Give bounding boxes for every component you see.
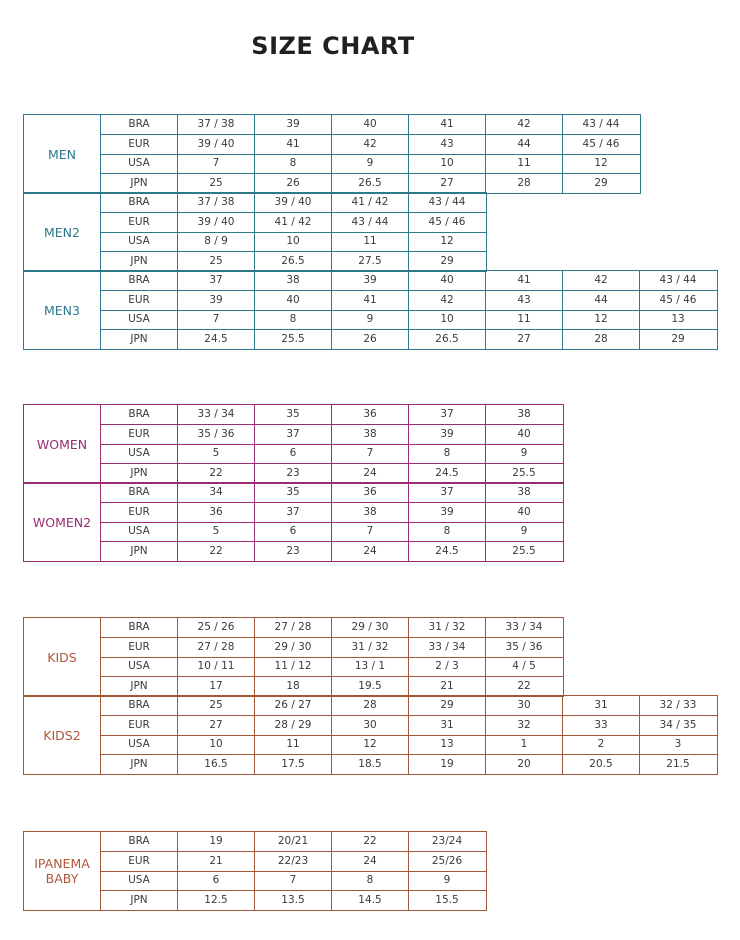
size-cell: 9	[520, 525, 528, 537]
size-cell: 43 / 44	[428, 196, 466, 208]
size-cell: 22	[209, 466, 223, 479]
size-cell: 10	[440, 313, 454, 325]
size-cell: 8 / 9	[204, 235, 228, 247]
size-cell: 36	[363, 486, 377, 498]
size-cell: 43 / 44	[351, 215, 389, 228]
size-cell: 17	[209, 679, 223, 692]
row-label: BRA	[128, 274, 150, 286]
size-cell: 31 / 32	[428, 621, 466, 633]
size-cell: 27.5	[358, 254, 382, 267]
size-cell: 12	[594, 313, 608, 325]
size-cell: 39	[440, 427, 454, 440]
size-cell: 22/23	[277, 854, 309, 867]
size-cell: 41 / 42	[351, 196, 389, 208]
size-cell: 42	[594, 274, 608, 286]
size-cell: 29	[440, 699, 454, 711]
size-cell: 28 / 29	[274, 718, 312, 731]
row-label: BRA	[128, 621, 150, 633]
size-cell: 22	[517, 679, 531, 692]
size-cell: 15.5	[435, 893, 459, 906]
size-cell: 11	[517, 157, 531, 169]
size-cell: 37 / 38	[197, 118, 235, 130]
size-cell: 8	[443, 447, 451, 459]
size-cell: 28	[363, 699, 377, 711]
size-cell: 35 / 36	[197, 427, 235, 440]
row-label: JPN	[130, 466, 148, 479]
size-cell: 29	[440, 254, 454, 267]
row-label: USA	[128, 525, 150, 537]
size-cell: 6	[212, 874, 220, 886]
size-cell: 42	[517, 118, 531, 130]
size-cell: 12.5	[204, 893, 228, 906]
row-label: JPN	[130, 332, 148, 345]
size-cell: 20	[517, 757, 531, 770]
size-cell: 25.5	[512, 544, 536, 557]
size-cell: 39	[209, 293, 223, 306]
row-label: USA	[128, 447, 150, 459]
size-cell: 22	[363, 835, 377, 847]
size-cell: 45 / 46	[582, 137, 620, 150]
size-cell: 37	[209, 274, 223, 286]
row-label: BRA	[128, 408, 150, 420]
size-cell: 6	[289, 525, 297, 537]
size-cell: 33 / 34	[428, 640, 466, 653]
size-cell: 32	[517, 718, 531, 731]
row-label: BRA	[128, 699, 150, 711]
size-cell: 38	[363, 427, 377, 440]
size-cell: 33 / 34	[505, 621, 543, 633]
size-cell: 24.5	[204, 332, 228, 345]
size-cell: 12	[440, 235, 454, 247]
size-cell: 7	[212, 313, 220, 325]
size-cell: 5	[212, 447, 220, 459]
size-cell: 4 / 5	[512, 660, 536, 672]
size-cell: 11	[363, 235, 377, 247]
size-cell: 17.5	[281, 757, 305, 770]
size-cell: 25.5	[281, 332, 305, 345]
size-cell: 24	[363, 854, 377, 867]
size-cell: 37	[286, 505, 300, 518]
row-label: EUR	[128, 718, 150, 731]
row-label: EUR	[128, 505, 150, 518]
size-cell: 11 / 12	[274, 660, 312, 672]
group-label: WOMEN	[36, 436, 88, 452]
size-cell: 21.5	[666, 757, 690, 770]
size-cell: 9	[366, 157, 374, 169]
size-cell: 27 / 28	[197, 640, 235, 653]
size-cell: 44	[594, 293, 608, 306]
size-cell: 39 / 40	[197, 137, 235, 150]
size-table-men3	[23, 270, 718, 350]
size-cell: 42	[363, 137, 377, 150]
size-cell: 39	[286, 118, 300, 130]
size-table-kids	[23, 617, 564, 697]
row-label: USA	[128, 313, 150, 325]
row-label: EUR	[128, 137, 150, 150]
size-cell: 43	[517, 293, 531, 306]
size-cell: 39 / 40	[274, 196, 312, 208]
size-cell: 10	[440, 157, 454, 169]
size-cell: 12	[363, 738, 377, 750]
size-cell: 38	[363, 505, 377, 518]
row-label: EUR	[128, 640, 150, 653]
size-cell: 27	[440, 176, 454, 189]
size-cell: 25/26	[431, 854, 463, 867]
size-cell: 11	[286, 738, 300, 750]
size-cell: 29 / 30	[274, 640, 312, 653]
size-cell: 40	[440, 274, 454, 286]
size-cell: 39 / 40	[197, 215, 235, 228]
size-cell: 36	[363, 408, 377, 420]
size-cell: 11	[517, 313, 531, 325]
size-cell: 2	[597, 738, 605, 750]
size-cell: 9	[443, 874, 451, 886]
size-cell: 28	[517, 176, 531, 189]
row-label: USA	[128, 874, 150, 886]
size-cell: 7	[366, 447, 374, 459]
size-cell: 7	[289, 874, 297, 886]
size-table-women2	[23, 482, 564, 562]
size-cell: 44	[517, 137, 531, 150]
size-cell: 26	[363, 332, 377, 345]
size-cell: 24	[363, 544, 377, 557]
size-cell: 37	[286, 427, 300, 440]
size-cell: 29	[671, 332, 685, 345]
size-cell: 25	[209, 176, 223, 189]
size-cell: 40	[517, 427, 531, 440]
size-cell: 25	[209, 699, 223, 711]
size-cell: 14.5	[358, 893, 382, 906]
size-cell: 35	[286, 486, 300, 498]
group-label: MEN	[47, 146, 77, 162]
page-title: SIZE CHART	[251, 32, 415, 60]
row-label: JPN	[130, 176, 148, 189]
size-cell: 24.5	[435, 544, 459, 557]
size-cell: 24	[363, 466, 377, 479]
size-cell: 23	[286, 466, 300, 479]
size-cell: 37	[440, 486, 454, 498]
size-cell: 8	[443, 525, 451, 537]
size-cell: 31	[594, 699, 608, 711]
size-cell: 41	[363, 293, 377, 306]
size-table-women	[23, 404, 564, 484]
size-cell: 20.5	[589, 757, 613, 770]
size-cell: 25 / 26	[197, 621, 235, 633]
row-label: BRA	[128, 196, 150, 208]
size-cell: 7	[366, 525, 374, 537]
row-label: USA	[128, 660, 150, 672]
size-cell: 23	[286, 544, 300, 557]
size-cell: 41 / 42	[274, 215, 312, 228]
size-cell: 41	[440, 118, 454, 130]
row-label: USA	[128, 738, 150, 750]
size-cell: 12	[594, 157, 608, 169]
size-cell: 27	[209, 718, 223, 731]
size-table-ipanema-baby	[23, 831, 487, 911]
size-cell: 18.5	[358, 757, 382, 770]
size-cell: 24.5	[435, 466, 459, 479]
size-cell: 25	[209, 254, 223, 267]
size-table-men2	[23, 192, 487, 272]
size-cell: 37	[440, 408, 454, 420]
size-cell: 13	[440, 738, 454, 750]
size-cell: 33	[594, 718, 608, 731]
row-label: BRA	[128, 486, 150, 498]
size-cell: 27	[517, 332, 531, 345]
size-cell: 7	[212, 157, 220, 169]
size-cell: 30	[517, 699, 531, 711]
row-label: USA	[128, 157, 150, 169]
size-cell: 35	[286, 408, 300, 420]
size-cell: 26.5	[358, 176, 382, 189]
size-cell: 45 / 46	[659, 293, 697, 306]
size-cell: 29 / 30	[351, 621, 389, 633]
size-cell: 8	[366, 874, 374, 886]
group-label: IPANEMA BABY	[34, 856, 90, 886]
size-cell: 40	[363, 118, 377, 130]
size-cell: 23/24	[431, 835, 463, 847]
row-label: JPN	[130, 893, 148, 906]
size-cell: 13	[671, 313, 685, 325]
size-table-men	[23, 114, 641, 194]
size-cell: 6	[289, 447, 297, 459]
size-cell: 39	[363, 274, 377, 286]
size-cell: 21	[440, 679, 454, 692]
size-cell: 26	[286, 176, 300, 189]
size-cell: 37 / 38	[197, 196, 235, 208]
size-cell: 38	[517, 408, 531, 420]
row-label: JPN	[130, 254, 148, 267]
size-cell: 39	[440, 505, 454, 518]
row-label: BRA	[128, 118, 150, 130]
size-cell: 1	[520, 738, 528, 750]
size-cell: 40	[517, 505, 531, 518]
size-cell: 19	[209, 835, 223, 847]
size-cell: 38	[286, 274, 300, 286]
row-label: JPN	[130, 544, 148, 557]
row-label: EUR	[128, 854, 150, 867]
size-cell: 2 / 3	[435, 660, 459, 672]
size-cell: 16.5	[204, 757, 228, 770]
size-cell: 45 / 46	[428, 215, 466, 228]
group-label: WOMEN2	[32, 514, 92, 530]
size-table-kids2	[23, 695, 718, 775]
row-label: EUR	[128, 293, 150, 306]
size-cell: 19.5	[358, 679, 382, 692]
size-cell: 35 / 36	[505, 640, 543, 653]
size-cell: 32 / 33	[659, 699, 697, 711]
size-cell: 43 / 44	[659, 274, 697, 286]
group-label: KIDS2	[43, 727, 81, 743]
size-cell: 29	[594, 176, 608, 189]
size-cell: 10	[286, 235, 300, 247]
size-cell: 31 / 32	[351, 640, 389, 653]
row-label: BRA	[128, 835, 150, 847]
size-cell: 27 / 28	[274, 621, 312, 633]
group-label: MEN3	[44, 302, 80, 318]
size-cell: 3	[674, 738, 682, 750]
row-label: EUR	[128, 215, 150, 228]
size-cell: 9	[520, 447, 528, 459]
row-label: EUR	[128, 427, 150, 440]
size-cell: 31	[440, 718, 454, 731]
group-label: KIDS	[47, 649, 77, 665]
size-cell: 5	[212, 525, 220, 537]
size-cell: 8	[289, 157, 297, 169]
size-cell: 40	[286, 293, 300, 306]
size-cell: 19	[440, 757, 454, 770]
size-cell: 34	[209, 486, 223, 498]
size-cell: 41	[517, 274, 531, 286]
size-cell: 38	[517, 486, 531, 498]
row-label: JPN	[130, 757, 148, 770]
row-label: USA	[128, 235, 150, 247]
row-label: JPN	[130, 679, 148, 692]
group-label: MEN2	[44, 224, 80, 240]
size-cell: 26 / 27	[274, 699, 312, 711]
size-cell: 33 / 34	[197, 408, 235, 420]
size-cell: 18	[286, 679, 300, 692]
size-cell: 43 / 44	[582, 118, 620, 130]
size-cell: 34 / 35	[659, 718, 697, 731]
size-cell: 10	[209, 738, 223, 750]
size-cell: 20/21	[277, 835, 309, 847]
size-cell: 25.5	[512, 466, 536, 479]
size-cell: 28	[594, 332, 608, 345]
size-cell: 43	[440, 137, 454, 150]
size-cell: 21	[209, 854, 223, 867]
size-cell: 10 / 11	[197, 660, 235, 672]
size-cell: 30	[363, 718, 377, 731]
size-cell: 36	[209, 505, 223, 518]
size-cell: 9	[366, 313, 374, 325]
size-cell: 8	[289, 313, 297, 325]
size-cell: 26.5	[281, 254, 305, 267]
size-cell: 42	[440, 293, 454, 306]
size-cell: 26.5	[435, 332, 459, 345]
size-cell: 13.5	[281, 893, 305, 906]
size-cell: 13 / 1	[354, 660, 386, 672]
size-cell: 41	[286, 137, 300, 150]
size-cell: 22	[209, 544, 223, 557]
